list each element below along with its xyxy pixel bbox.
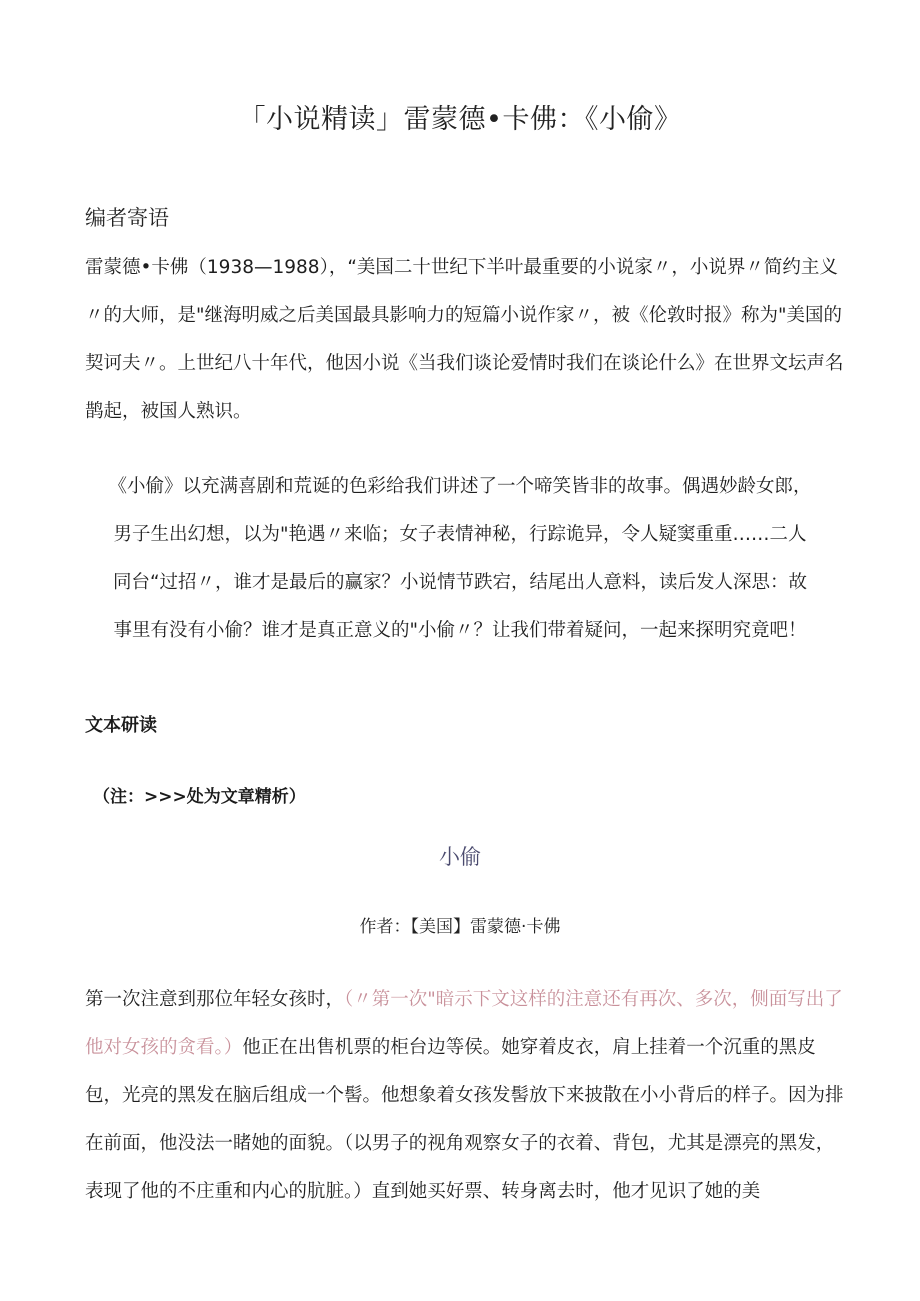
summary-line: 男子生出幻想，以为"艳遇〃来临；女子表情神秘，行踪诡异，令人疑窦重重……二人 [113, 524, 807, 545]
story-text: 他正在出售机票的柜台边等侯。她穿着皮衣，肩上挂着一个沉重的黑皮包，光亮的黑发在脑后组成一个髻。他想象着女孩发髻放下来披散在小小背后的样子。因为排在前面，他没法一睹她的面貌。（以男子的视角观察女子的衣着、背包，尤其是漂亮的黑发，表现了他的不庄重和内心的肮脏。）直到她买好票、转身离去时，他才见识了她的美 [85, 1037, 844, 1202]
summary-line: 事里有没有小偷？谁才是真正意义的"小偷〃？让我们带着疑问，一起来探明究竟吧！ [113, 620, 807, 641]
page-title: 「小说精读」雷蒙德•卡佛：《小偷》 [238, 104, 682, 135]
editor-note-heading: 编者寄语 [85, 206, 169, 230]
story-title: 小偷 [439, 845, 481, 869]
author-intro-paragraph: 雷蒙德•卡佛（1938—1988），“美国二十世纪下半叶最重要的小说家〃，小说界〃简约主义〃的大师，是"继海明威之后美国最具影响力的短篇小说作家〃，被《伦敦时报》称为"美国的契诃夫〃。上世纪八十年代，他因小说《当我们谈论爱情时我们在谈论什么》在世界文坛声名鹊起，被国人熟识。 [85, 257, 844, 422]
story-text: 第一次注意到那位年轻女孩时， [85, 989, 345, 1010]
analysis-note: （注：>>>处为文章精析） [93, 787, 306, 807]
summary-line: 《小偷》以充满喜剧和荒诞的色彩给我们讲述了一个啼笑皆非的故事。偶遇妙龄女郎， [108, 476, 812, 497]
story-paragraph [85, 976, 845, 1216]
section-heading: 文本研读 [85, 715, 157, 736]
story-summary [85, 463, 835, 655]
summary-line: 同台“过招〃，谁才是最后的赢家？小说情节跌宕，结尾出人意料，读后发人深思：故 [112, 572, 808, 593]
story-annotation: （〃第一次"暗示下文这样的注意还有再次、多次，侧面写出了他对女孩的贪看。） [85, 989, 843, 1058]
story-author: 作者：【美国】雷蒙德·卡佛 [359, 917, 561, 937]
